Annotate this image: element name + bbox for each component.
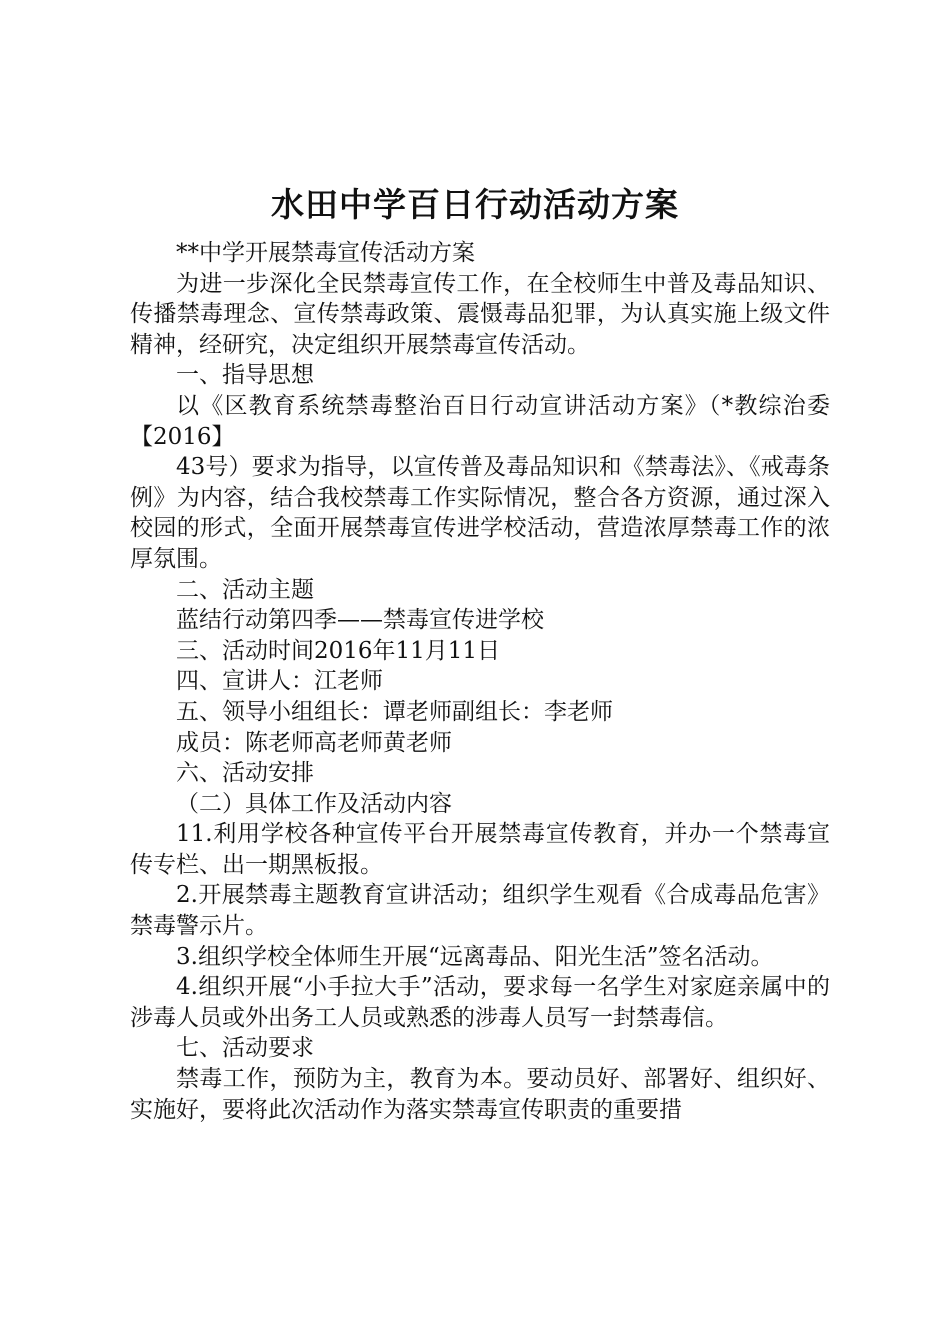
paragraph-guiding-reference: 以《区教育系统禁毒整治百日行动宣讲活动方案》（*教综治委【2016】 — [130, 392, 830, 450]
section-heading-guiding-thought: 一、指导思想 — [176, 362, 314, 389]
section-heading-speaker: 四、宣讲人：江老师 — [176, 668, 383, 695]
paragraph-guiding-content: 43号）要求为指导，以宣传普及毒品知识和《禁毒法》、《戒毒条例》为内容，结合我校禁毒工作实际情况，整合各方资源，通过深入校园的形式，全面开展禁毒宣传进学校活动，营造浓厚禁毒工作的浓厚氛围。 — [130, 454, 830, 572]
document-title: 水田中学百日行动活动方案 — [271, 185, 679, 224]
paragraph-members: 成员：陈老师高老师黄老师 — [176, 729, 452, 756]
document-body — [130, 238, 830, 1125]
paragraph-purpose: 为进一步深化全民禁毒宣传工作，在全校师生中普及毒品知识、传播禁毒理念、宣传禁毒政策、震慑毒品犯罪，为认真实施上级文件精神，经研究，决定组织开展禁毒宣传活动。 — [130, 270, 830, 358]
paragraph-requirements: 禁毒工作，预防为主，教育为本。要动员好、部署好、组织好、实施好，要将此次活动作为落实禁毒宣传职责的重要措 — [130, 1066, 830, 1123]
section-heading-leadership: 五、领导小组组长：谭老师副组长：李老师 — [176, 698, 613, 725]
section-heading-arrangement: 六、活动安排 — [176, 760, 314, 787]
paragraph-intro-heading: **中学开展禁毒宣传活动方案 — [176, 240, 475, 266]
section-heading-theme: 二、活动主题 — [176, 576, 314, 603]
subsection-heading-details: （二）具体工作及活动内容 — [176, 790, 452, 817]
section-heading-requirements: 七、活动要求 — [176, 1035, 314, 1062]
list-item-4: 4.组织开展“小手拉大手”活动，要求每一名学生对家庭亲属中的涉毒人员或外出务工人员或熟悉的涉毒人员写一封禁毒信。 — [130, 974, 830, 1031]
list-item-2: 2.开展禁毒主题教育宣讲活动；组织学生观看《合成毒品危害》禁毒警示片。 — [130, 882, 830, 940]
list-item-1: 11.利用学校各种宣传平台开展禁毒宣传教育，并办一个禁毒宣传专栏、出一期黑板报。 — [130, 821, 830, 878]
section-heading-time: 三、活动时间2016年11月11日 — [176, 637, 501, 664]
paragraph-theme: 蓝结行动第四季——禁毒宣传进学校 — [176, 607, 544, 634]
list-item-3: 3.组织学校全体师生开展“远离毒品、阳光生活”签名活动。 — [176, 943, 774, 970]
